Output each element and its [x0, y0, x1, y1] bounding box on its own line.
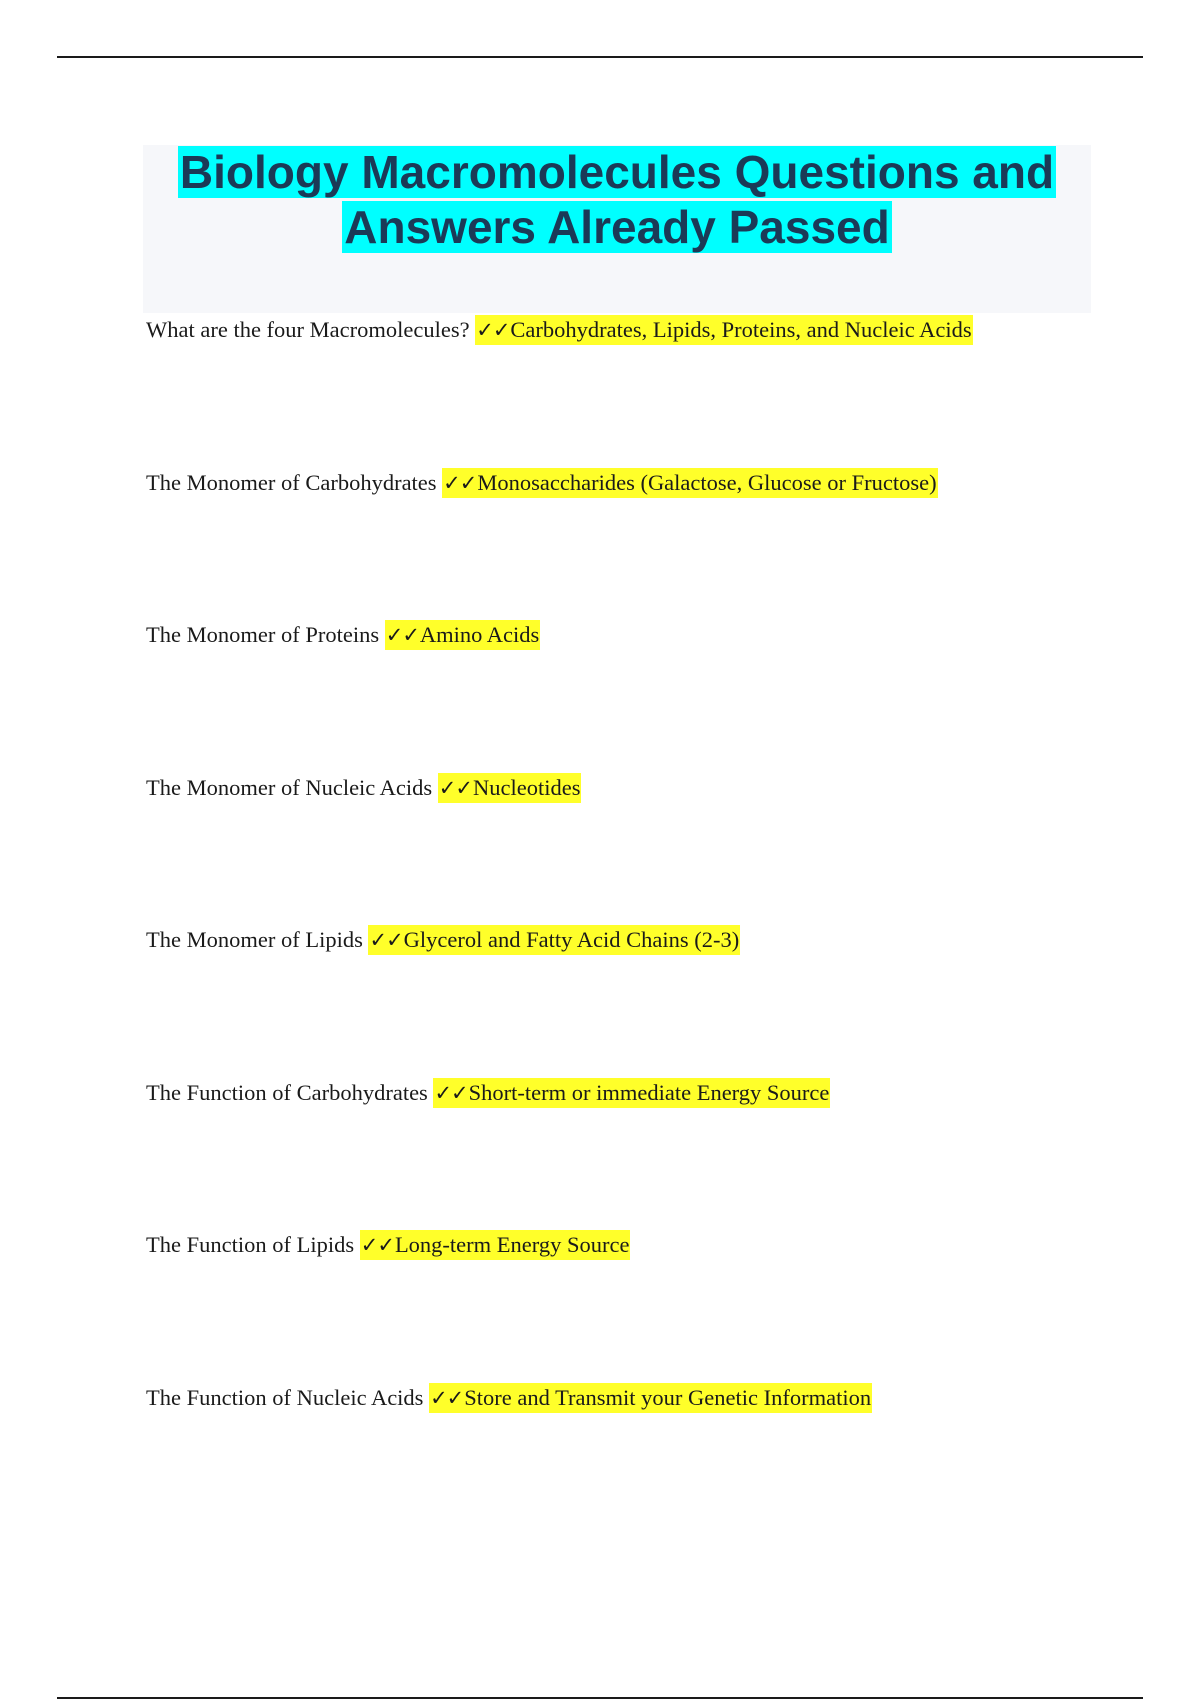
answer-highlight [475, 315, 972, 345]
question-text: The Function of Lipids [146, 1232, 355, 1257]
question-text: The Function of Nucleic Acids [146, 1384, 424, 1410]
qa-item [146, 312, 1146, 465]
answer-highlight [433, 1078, 830, 1108]
question-text: The Monomer of Proteins [146, 622, 380, 647]
answer-text: Nucleotides [473, 774, 581, 800]
qa-item [146, 617, 1146, 770]
answer-highlight [368, 925, 740, 955]
question-text: What are the four Macromolecules? [146, 317, 470, 342]
answer-text: Amino Acids [419, 622, 540, 647]
answer-text: Carbohydrates, Lipids, Proteins, and Nucleic Acids [510, 317, 972, 342]
qa-list [146, 312, 1146, 1532]
answer-text: Long-term Energy Source [394, 1232, 630, 1257]
page-title [143, 145, 1091, 255]
answer-highlight [385, 620, 541, 650]
answer-highlight [438, 773, 582, 803]
answer-text: Short-term or immediate Energy Source [468, 1079, 830, 1105]
page-title-text: Biology Macromolecules Questions and Answers Already Passed [179, 146, 1055, 253]
check-mark-icon: ✓✓ [434, 1080, 468, 1105]
question-text: The Monomer of Lipids [146, 927, 363, 952]
title-block [143, 145, 1091, 313]
check-mark-icon: ✓✓ [443, 470, 477, 495]
check-mark-icon: ✓✓ [430, 1385, 464, 1410]
check-mark-icon: ✓✓ [369, 928, 403, 952]
qa-item [146, 1075, 1146, 1228]
answer-highlight [442, 468, 937, 498]
check-mark-icon: ✓✓ [385, 623, 419, 647]
check-mark-icon: ✓✓ [438, 775, 472, 800]
answer-highlight [360, 1230, 631, 1260]
top-rule [57, 56, 1143, 58]
qa-item [146, 770, 1146, 923]
bottom-rule [57, 1697, 1143, 1699]
qa-item [146, 922, 1146, 1075]
answer-text: Glycerol and Fatty Acid Chains (2-3) [403, 927, 740, 952]
question-text: The Function of Carbohydrates [146, 1079, 428, 1105]
qa-item [146, 1380, 1146, 1533]
qa-item [146, 1227, 1146, 1380]
qa-item [146, 465, 1146, 618]
question-text: The Monomer of Nucleic Acids [146, 774, 433, 800]
answer-text: Monosaccharides (Galactose, Glucose or Fructose) [477, 469, 937, 495]
question-text: The Monomer of Carbohydrates [146, 469, 437, 495]
answer-text: Store and Transmit your Genetic Information [464, 1384, 872, 1410]
check-mark-icon: ✓✓ [476, 318, 510, 342]
answer-highlight [429, 1383, 872, 1413]
check-mark-icon: ✓✓ [360, 1233, 394, 1257]
